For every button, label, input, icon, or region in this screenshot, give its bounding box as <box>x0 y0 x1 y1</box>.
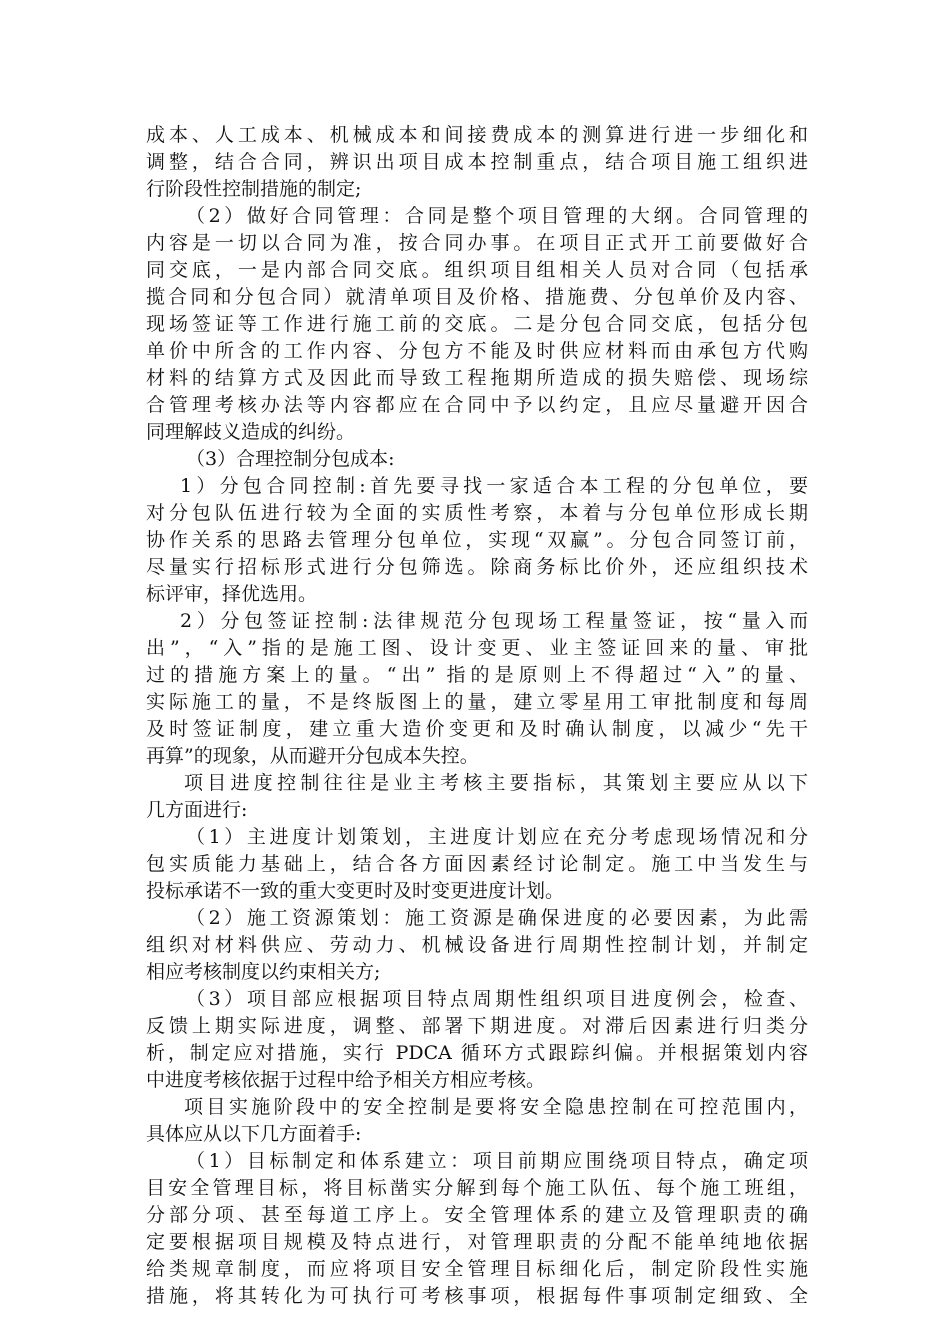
text-line: 合管理考核办法等内容都应在合同中予以约定，且应尽量避开因合 <box>146 394 808 416</box>
text-line: 同理解歧义造成的纠纷。 <box>146 421 356 443</box>
text-line: 相应考核制度以约束相关方; <box>146 961 381 983</box>
text-line: 分部分项、甚至每道工序上。安全管理体系的建立及管理职责的确 <box>146 1204 808 1226</box>
text-line: 实际施工的量，不是终版图上的量，建立零星用工审批制度和每周 <box>146 691 808 713</box>
text-line: 成本、人工成本、机械成本和间接费成本的测算进行进一步细化和 <box>146 124 808 146</box>
text-line: （3）合理控制分包成本: <box>186 448 395 470</box>
text-line: 项目进度控制往往是业主考核主要指标，其策划主要应从以下 <box>184 772 808 794</box>
text-line: （1）主进度计划策划，主进度计划应在充分考虑现场情况和分 <box>186 826 808 848</box>
text-line: 中进度考核依据于过程中给予相关方相应考核。 <box>146 1069 546 1091</box>
text-line: 对分包队伍进行较为全面的实质性考察，本着与分包单位形成长期 <box>146 502 808 524</box>
text-line: （2）做好合同管理：合同是整个项目管理的大纲。合同管理的 <box>186 205 808 227</box>
text-line: 内容是一切以合同为准，按合同办事。在项目正式开工前要做好合 <box>146 232 808 254</box>
text-line: 措施，将其转化为可执行可考核事项，根据每件事项制定细致、全 <box>146 1285 808 1307</box>
text-line: 2）分包签证控制:法律规范分包现场工程量签证，按“量入而 <box>180 610 808 632</box>
text-line: 投标承诺不一致的重大变更时及时变更进度计划。 <box>146 880 565 902</box>
text-line: 析，制定应对措施，实行 PDCA 循环方式跟踪纠偏。并根据策划内容 <box>146 1042 808 1064</box>
text-line: （2）施工资源策划：施工资源是确保进度的必要因素，为此需 <box>186 907 808 929</box>
text-line: 给类规章制度，而应将项目安全管理目标细化后，制定阶段性实施 <box>146 1258 808 1280</box>
text-line: 目安全管理目标，将目标凿实分解到每个施工队伍、每个施工班组， <box>146 1177 808 1199</box>
text-line: 材料的结算方式及因此而导致工程拖期所造成的损失赔偿、现场综 <box>146 367 808 389</box>
text-line: 组织对材料供应、劳动力、机械设备进行周期性控制计划，并制定 <box>146 934 808 956</box>
text-line: 同交底，一是内部合同交底。组织项目组相关人员对合同（包括承 <box>146 259 808 281</box>
text-line: 协作关系的思路去管理分包单位，实现“双赢”。分包合同签订前， <box>146 529 808 551</box>
text-line: 项目实施阶段中的安全控制是要将安全隐患控制在可控范围内， <box>184 1096 808 1118</box>
text-line: （1）目标制定和体系建立：项目前期应围绕项目特点，确定项 <box>186 1150 808 1172</box>
text-line: 行阶段性控制措施的制定; <box>146 178 362 200</box>
text-line: 调整，结合合同，辨识出项目成本控制重点，结合项目施工组织进 <box>146 151 808 173</box>
text-line: 揽合同和分包合同）就清单项目及价格、措施费、分包单价及内容、 <box>146 286 808 308</box>
text-line: （3）项目部应根据项目特点周期性组织项目进度例会，检查、 <box>186 988 808 1010</box>
text-line: 再算”的现象，从而避开分包成本失控。 <box>146 745 479 767</box>
text-line: 标评审，择优选用。 <box>146 583 318 605</box>
text-line: 单价中所含的工作内容、分包方不能及时供应材料而由承包方代购 <box>146 340 808 362</box>
text-line: 尽量实行招标形式进行分包筛选。除商务标比价外，还应组织技术 <box>146 556 808 578</box>
text-line: 出”，“入”指的是施工图、设计变更、业主签证回来的量、审批 <box>146 637 808 659</box>
text-line: 过的措施方案上的量。“出” 指的是原则上不得超过“入”的量、 <box>146 664 808 686</box>
text-line: 现场签证等工作进行施工前的交底。二是分包合同交底，包括分包 <box>146 313 808 335</box>
text-line: 包实质能力基础上，结合各方面因素经讨论制定。施工中当发生与 <box>146 853 808 875</box>
text-line: 具体应从以下几方面着手: <box>146 1123 362 1145</box>
document-body <box>146 122 808 1310</box>
text-line: 定要根据项目规模及特点进行，对管理职责的分配不能单纯地依据 <box>146 1231 808 1253</box>
text-line: 1）分包合同控制:首先要寻找一家适合本工程的分包单位，要 <box>180 475 808 497</box>
text-line: 及时签证制度，建立重大造价变更和及时确认制度，以减少“先干 <box>146 718 808 740</box>
text-line: 反馈上期实际进度，调整、部署下期进度。对滞后因素进行归类分 <box>146 1015 808 1037</box>
text-line: 几方面进行: <box>146 799 248 821</box>
